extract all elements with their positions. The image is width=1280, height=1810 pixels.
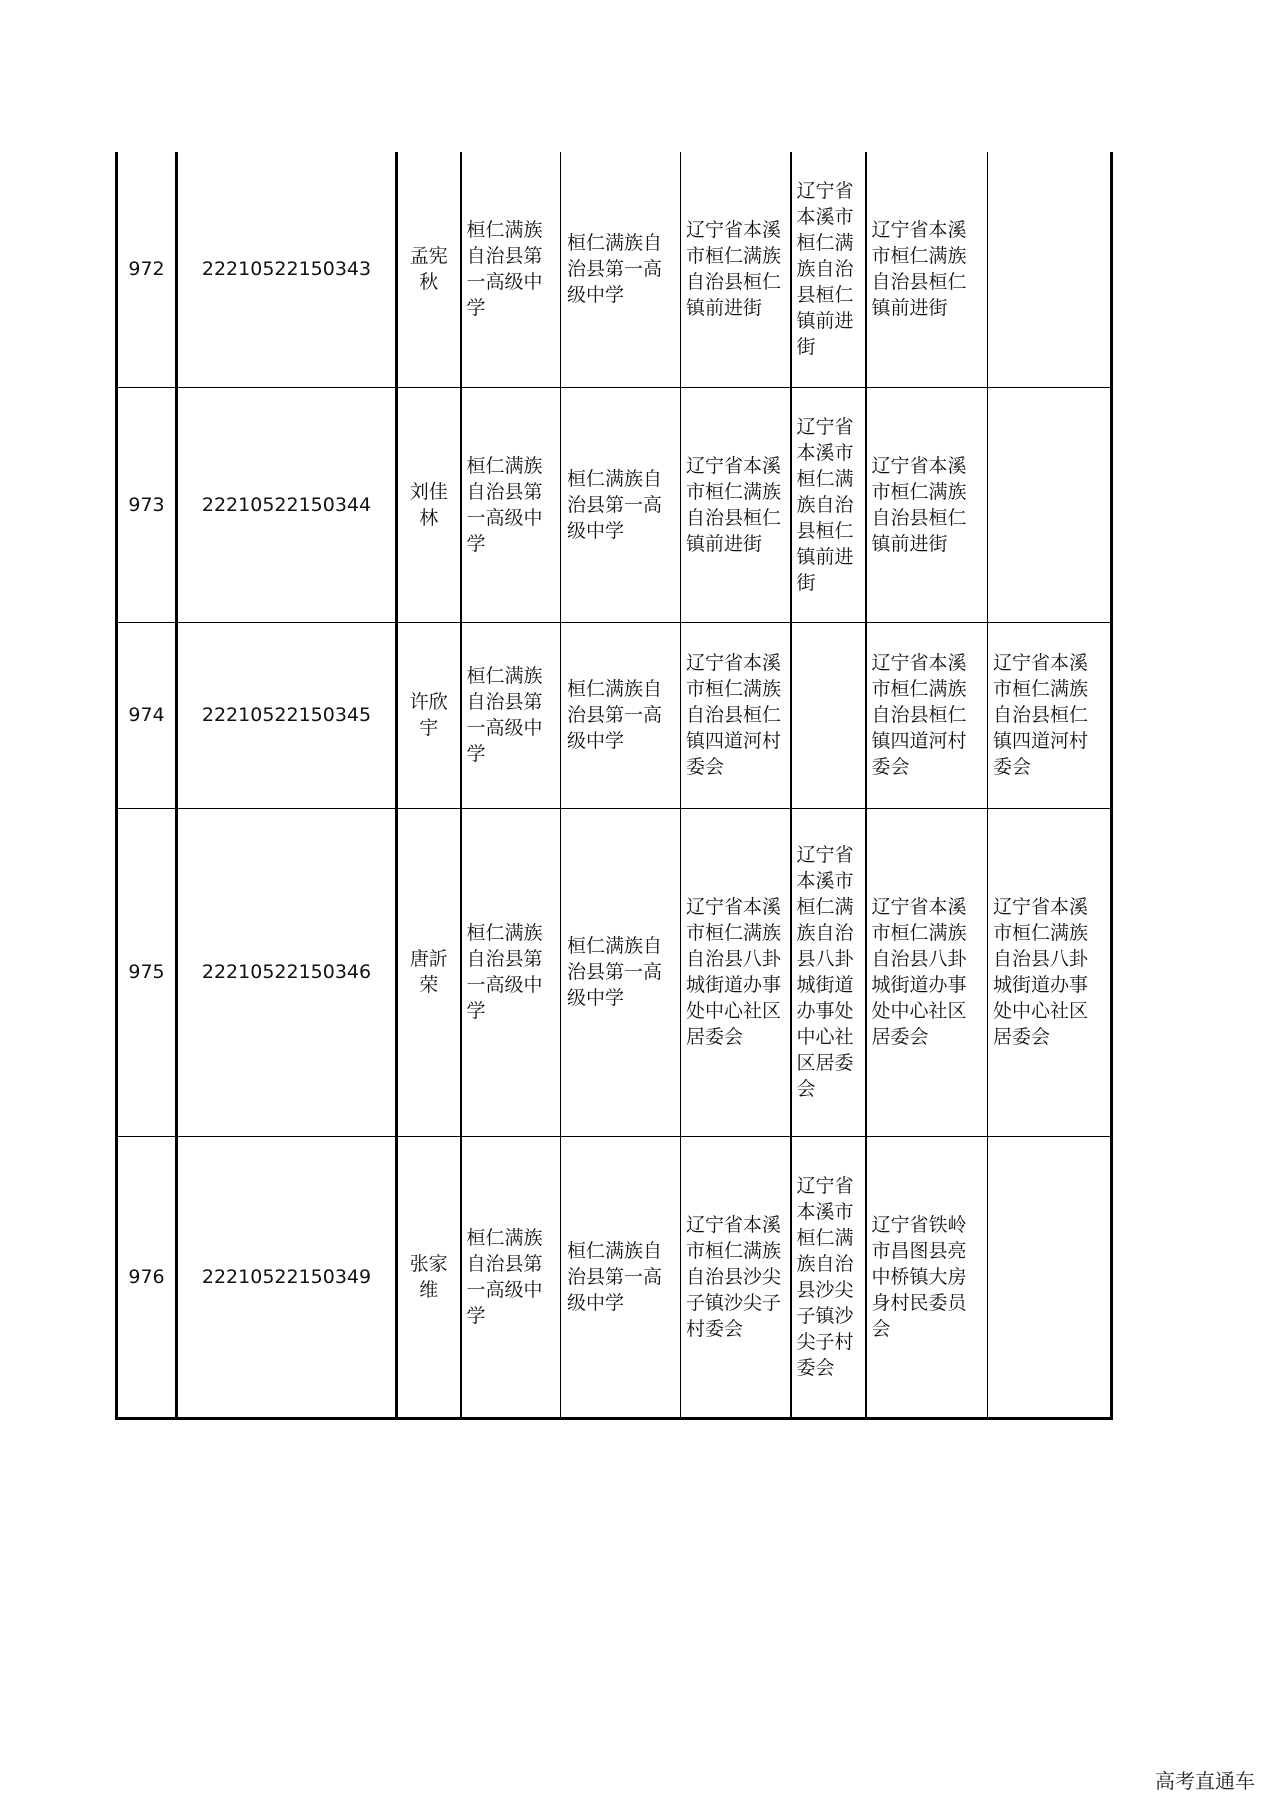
- other-address-cell: 辽宁省本溪市桓仁满族自治县八卦城街道办事处中心社区居委会: [988, 808, 1112, 1136]
- table-row: [117, 152, 1112, 387]
- row-number-cell: 972: [117, 152, 177, 387]
- other-address-cell: 辽宁省本溪市桓仁满族自治县桓仁镇四道河村委会: [988, 622, 1112, 808]
- watermark-text: 高考直通车: [1155, 1769, 1255, 1793]
- guardian-hukou-cell: 辽宁省铁岭市昌图县亮中桥镇大房身村民委员会: [866, 1136, 988, 1418]
- row-number-cell: 974: [117, 622, 177, 808]
- graduation-school-cell: 桓仁满族自治县第一高级中学: [561, 152, 681, 387]
- other-address-cell: [988, 387, 1112, 622]
- residence-cell: 辽宁省本溪市桓仁满族自治县沙尖子镇沙尖子村委会: [681, 1136, 791, 1418]
- residence-cell: 辽宁省本溪市桓仁满族自治县桓仁镇四道河村委会: [681, 622, 791, 808]
- other-address-cell: [988, 152, 1112, 387]
- row-number-cell: 973: [117, 387, 177, 622]
- guardian-hukou-cell: 辽宁省本溪市桓仁满族自治县八卦城街道办事处中心社区居委会: [866, 808, 988, 1136]
- graduation-school-cell: 桓仁满族自治县第一高级中学: [561, 622, 681, 808]
- hukou-cell: 辽宁省本溪市桓仁满族自治县桓仁镇前进街: [791, 387, 866, 622]
- table-row: [117, 387, 1112, 622]
- hukou-cell: [791, 622, 866, 808]
- guardian-hukou-cell: 辽宁省本溪市桓仁满族自治县桓仁镇四道河村委会: [866, 622, 988, 808]
- table-row: [117, 1136, 1112, 1418]
- candidate-id-cell: 22210522150343: [177, 152, 397, 387]
- residence-cell: 辽宁省本溪市桓仁满族自治县桓仁镇前进街: [681, 152, 791, 387]
- hukou-cell: 辽宁省本溪市桓仁满族自治县沙尖子镇沙尖子村委会: [791, 1136, 866, 1418]
- candidate-id-cell: 22210522150346: [177, 808, 397, 1136]
- school-cell: 桓仁满族自治县第一高级中学: [461, 622, 561, 808]
- hukou-cell: 辽宁省本溪市桓仁满族自治县桓仁镇前进街: [791, 152, 866, 387]
- student-name-cell: 孟宪秋: [397, 152, 461, 387]
- table-row: [117, 622, 1112, 808]
- hukou-cell: 辽宁省本溪市桓仁满族自治县八卦城街道办事处中心社区居委会: [791, 808, 866, 1136]
- graduation-school-cell: 桓仁满族自治县第一高级中学: [561, 1136, 681, 1418]
- school-cell: 桓仁满族自治县第一高级中学: [461, 1136, 561, 1418]
- student-name-cell: 许欣宇: [397, 622, 461, 808]
- candidate-id-cell: 22210522150349: [177, 1136, 397, 1418]
- student-name-cell: 刘佳林: [397, 387, 461, 622]
- graduation-school-cell: 桓仁满族自治县第一高级中学: [561, 808, 681, 1136]
- residence-cell: 辽宁省本溪市桓仁满族自治县桓仁镇前进街: [681, 387, 791, 622]
- row-number-cell: 976: [117, 1136, 177, 1418]
- graduation-school-cell: 桓仁满族自治县第一高级中学: [561, 387, 681, 622]
- candidate-id-cell: 22210522150345: [177, 622, 397, 808]
- guardian-hukou-cell: 辽宁省本溪市桓仁满族自治县桓仁镇前进街: [866, 387, 988, 622]
- row-number-cell: 975: [117, 808, 177, 1136]
- candidate-id-cell: 22210522150344: [177, 387, 397, 622]
- school-cell: 桓仁满族自治县第一高级中学: [461, 152, 561, 387]
- student-name-cell: 唐訢荣: [397, 808, 461, 1136]
- school-cell: 桓仁满族自治县第一高级中学: [461, 387, 561, 622]
- student-roster-table: [115, 152, 1113, 1420]
- table-row: [117, 808, 1112, 1136]
- student-name-cell: 张家维: [397, 1136, 461, 1418]
- school-cell: 桓仁满族自治县第一高级中学: [461, 808, 561, 1136]
- guardian-hukou-cell: 辽宁省本溪市桓仁满族自治县桓仁镇前进街: [866, 152, 988, 387]
- residence-cell: 辽宁省本溪市桓仁满族自治县八卦城街道办事处中心社区居委会: [681, 808, 791, 1136]
- other-address-cell: [988, 1136, 1112, 1418]
